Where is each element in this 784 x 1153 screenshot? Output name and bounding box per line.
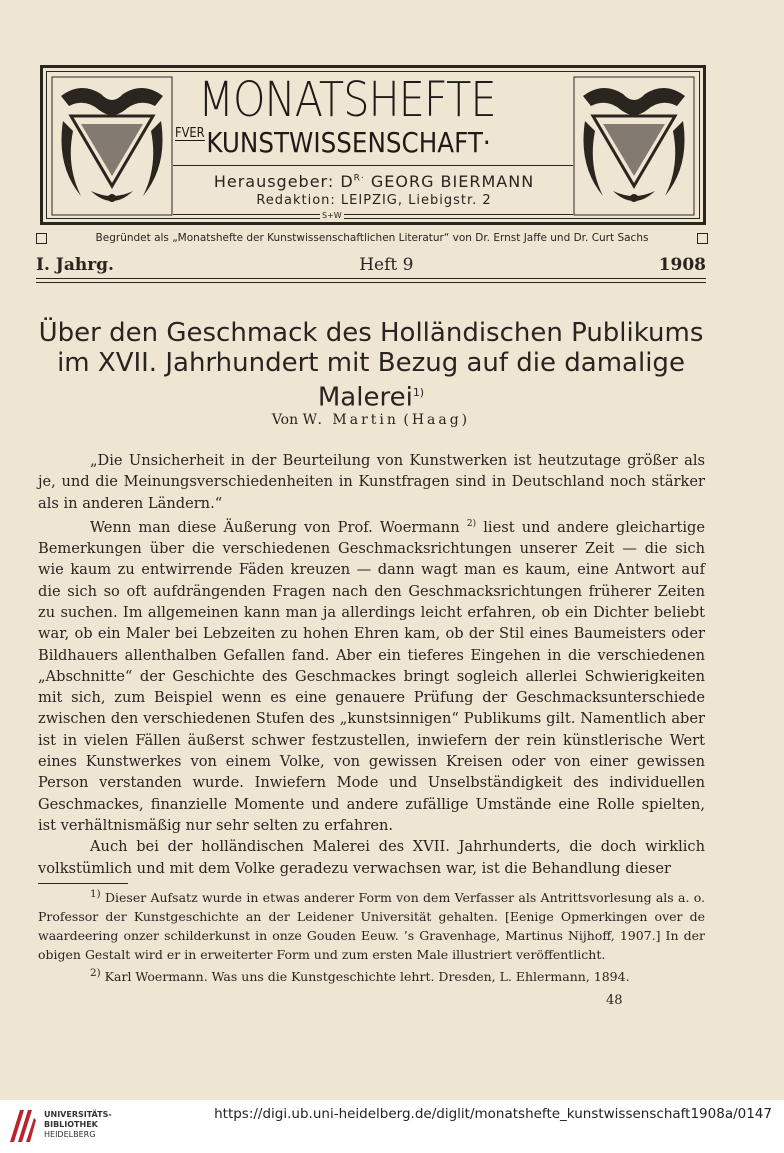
title-line: Über den Geschmack des Holländischen Publikums xyxy=(38,318,704,348)
article-title xyxy=(36,318,706,413)
footnote-ref: 1) xyxy=(412,386,425,399)
library-name-line: BIBLIOTHEK xyxy=(44,1120,98,1129)
paragraph-rest: liest und andere gleichartige Bemerkungen über die verschiedenen Geschmacksrichtungen unserer Zeit — die sich wie kaum zu entwirrende Fäden kreuzen — dann wagt man es kaum, eine Antwort auf die sich so oft aufdrängenden Fragen nach den Geschmacksrichtungen früherer Zeiten zu suchen. Im allgemeinen kann man ja allerdings leicht erfahren, ob ein Dichter beliebt war, ob ein Maler bei Lebzeiten zu hohen Ehren kam, ob der Stil eines Baumeisters oder Bildhauers allenthalben Gefallen fand. Aber ein tieferes Eingehen in die verschiedenen „Abschnitte“ der Geschichte des Geschmackes bringt sogleich allerlei Schwierigkeiten mit sich, zum Beispiel wenn es eine genauere Prüfung der Geschmacksunterschiede zwischen den verschiedenen Stufen des „kunstsinnigen“ Publikums gilt. Namentlich aber ist in vielen Fällen äußerst schwer festzustellen, inwiefern der rein künstlerische Wert eines Kunstwerkes von einem Volke, von gewissen Kreisen oder von einer gewissen Person verstanden wurde. Inwiefern Mode und Unselbständigkeit des individuellen Geschmackes, finanzielle Momente und andere zufällige Umstände eine Rolle spielten, ist verhältnismäßig nur sehr selten zu erfahren. xyxy=(38,518,705,834)
byline-prefix: Von xyxy=(271,412,299,428)
ornament-right-icon xyxy=(573,76,695,216)
title-line xyxy=(36,378,706,413)
permalink-url[interactable]: https://digi.ub.uni-heidelberg.de/diglit/monatshefte_kunstwissenschaft1908a/0147 xyxy=(214,1106,772,1122)
footnote-mark: 2) xyxy=(90,967,101,980)
volume-label: I. Jahrg. xyxy=(36,255,114,275)
founded-text: Begründet als „Monatshefte der Kunstwissenschaftlichen Literatur“ von Dr. Ernst Jaffe und Dr. Curt Sachs xyxy=(95,232,649,244)
title-line-text: Malerei xyxy=(317,382,413,413)
divider xyxy=(36,278,706,279)
paragraph: Auch bei der holländischen Malerei des XVII. Jahrhunderts, die doch wirklich volkstümlich und mit dem Volke geradezu verwachsen war, ist die Behandlung dieser xyxy=(38,838,705,877)
footnote xyxy=(38,885,705,964)
editor-line xyxy=(173,172,575,191)
footnote-mark: 1) xyxy=(90,888,101,900)
square-bullet-icon xyxy=(36,233,47,244)
footnote-ref: 2) xyxy=(466,518,477,529)
editor-prefix: Herausgeber: D xyxy=(213,172,354,191)
page-number: 48 xyxy=(606,993,623,1008)
square-bullet-icon xyxy=(697,233,708,244)
footnote-text: Dieser Aufsatz wurde in etwas anderer Form von dem Verfasser als Antrittsvorlesung als a. o. Professor der Kunstgeschichte an der Leidener Universität gehalten. [Eenige Opmerkingen over de waardeering onzer schilderkunst in onze Gouden Eeuw. ’s Gravenhage, Martinus Nijhoff, 1907.] In der obigen Gestalt wird er in erweiterter Form und zum ersten Male illustriert veröffentlicht. xyxy=(38,890,705,963)
editor-name: GEORG BIERMANN xyxy=(364,172,535,191)
publisher-monogram: S+W xyxy=(322,211,342,220)
issue-number: Heft 9 xyxy=(359,255,414,275)
paragraph: „Die Unsicherheit in der Beurteilung von Kunstwerken ist heutzutage größer als je, und die Meinungsverschiedenheiten in Kunstfragen sind in Deutschland noch stärker als in anderen Ländern.“ xyxy=(38,452,705,512)
footnote-divider xyxy=(38,883,128,884)
author-name: W. Martin xyxy=(302,412,399,428)
university-library-logo-icon[interactable] xyxy=(6,1106,38,1146)
paragraph-start: Wenn man diese Äußerung von Prof. Woermann xyxy=(90,518,460,536)
title-line: im XVII. Jahrhundert mit Bezug auf die damalige xyxy=(57,348,685,378)
masthead-rule-bottom xyxy=(173,214,573,215)
footnote xyxy=(38,964,705,986)
author-place: (Haag) xyxy=(403,412,471,428)
footnotes xyxy=(38,885,705,986)
masthead xyxy=(40,65,706,225)
redaktion-line: Redaktion: LEIPZIG, Liebigstr. 2 xyxy=(256,193,492,208)
library-name[interactable] xyxy=(44,1110,112,1140)
issue-year: 1908 xyxy=(658,255,706,275)
masthead-rule xyxy=(173,165,573,166)
founded-line xyxy=(36,232,708,244)
footnote-text: Karl Woermann. Was uns die Kunstgeschichte lehrt. Dresden, L. Ehlermann, 1894. xyxy=(104,969,630,985)
issue-line xyxy=(36,255,706,275)
ornament-left-icon xyxy=(51,76,173,216)
fuer-label: FVER xyxy=(175,126,205,141)
journal-title: MONATSHEFTE xyxy=(198,72,496,128)
subtitle-text: KUNSTWISSENSCHAFT· xyxy=(206,126,491,159)
library-name-line: UNIVERSITÄTS- xyxy=(44,1110,112,1119)
editor-title-sup: R· xyxy=(353,173,365,184)
divider xyxy=(36,282,706,283)
viewer-footer xyxy=(0,1100,784,1153)
byline xyxy=(36,412,706,428)
library-name-line: HEIDELBERG xyxy=(44,1130,96,1139)
article-body xyxy=(38,450,705,879)
paragraph xyxy=(38,514,705,836)
journal-subtitle xyxy=(175,128,491,158)
